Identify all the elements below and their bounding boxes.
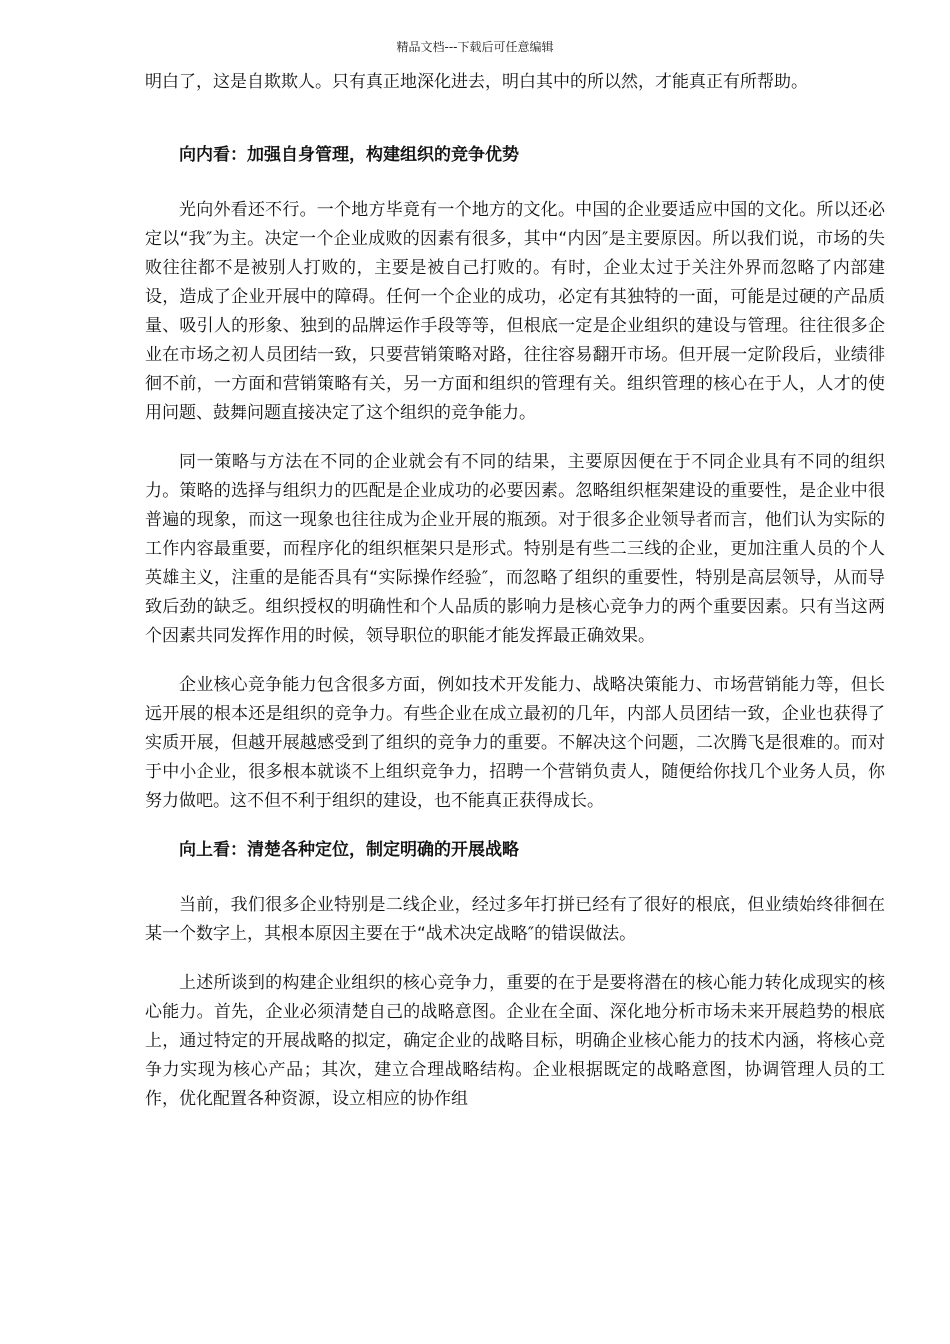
paragraph-2: 同一策略与方法在不同的企业就会有不同的结果，主要原因便在于不同企业具有不同的组织力。策略的选择与组织力的匹配是企业成功的必要因素。忽略组织框架建设的重要性，是企业中很普遍的现象，而这一现象也往往成为企业开展的瓶颈。对于很多企业领导者而言，他们认为实际的工作内容最重要，而程序化的组织框架只是形式。特别是有些二三线的企业，更加注重人员的个人英雄主义，注重的是能否具有“实际操作经验″，而忽略了组织的重要性，特别是高层领导，从而导致后劲的缺乏。组织授权的明确性和个人品质的影响力是核心竞争力的两个重要因素。只有当这两个因素共同发挥作用的时候，领导职位的职能才能发挥最正确效果。: [145, 452, 885, 646]
section-heading-inward: 向内看：加强自身管理，构建组织的竞争优势: [179, 145, 519, 165]
paragraph-4: 当前，我们很多企业特别是二线企业，经过多年打拼已经有了很好的根底，但业绩始终徘徊在某一个数字上，其根本原因主要在于“战术决定战略″的错误做法。: [145, 895, 885, 944]
paragraph-5: 上述所谈到的构建企业组织的核心竞争力，重要的在于是要将潜在的核心能力转化成现实的核心能力。首先，企业必须清楚自己的战略意图。企业在全面、深化地分析市场未来开展趋势的根底上，通过特定的开展战略的拟定，确定企业的战略目标，明确企业核心能力的技术内涵，将核心竞争力实现为核心产品；其次，建立合理战略结构。企业根据既定的战略意图，协调管理人员的工作，优化配置各种资源，设立相应的协作组: [145, 973, 885, 1109]
continued-line: 明白了，这是自欺欺人。只有真正地深化进去，明白其中的所以然，才能真正有所帮助。: [145, 72, 808, 92]
page-header: 精品文档---下载后可任意编辑: [396, 40, 554, 54]
paragraph-1: 光向外看还不行。一个地方毕竟有一个地方的文化。中国的企业要适应中国的文化。所以还必定以“我″为主。决定一个企业成败的因素有很多，其中“内因″是主要原因。所以我们说，市场的失败往往都不是被别人打败的，主要是被自己打败的。有时，企业太过于关注外界而忽略了内部建设，造成了企业开展中的障碍。任何一个企业的成功，必定有其独特的一面，可能是过硬的产品质量、吸引人的形象、独到的品牌运作手段等等，但根底一定是企业组织的建设与管理。往往很多企业在市场之初人员团结一致，只要营销策略对路，往往容易翻开市场。但开展一定阶段后，业绩徘徊不前，一方面和营销策略有关，另一方面和组织的管理有关。组织管理的核心在于人，人才的使用问题、鼓舞问题直接决定了这个组织的竞争能力。: [145, 200, 885, 423]
section-heading-upward: 向上看：清楚各种定位，制定明确的开展战略: [179, 840, 519, 860]
document-body: [145, 68, 885, 1114]
paragraph-3: 企业核心竞争能力包含很多方面，例如技术开发能力、战略决策能力、市场营销能力等，但长远开展的根本还是组织的竞争力。有些企业在成立最初的几年，内部人员团结一致，企业也获得了实质开展，但越开展越感受到了组织的竞争力的重要。不解决这个问题，二次腾飞是很难的。而对于中小企业，很多根本就谈不上组织竞争力，招聘一个营销负责人，随便给你找几个业务人员，你努力做吧。这不但不利于组织的建设，也不能真正获得成长。: [145, 675, 885, 811]
